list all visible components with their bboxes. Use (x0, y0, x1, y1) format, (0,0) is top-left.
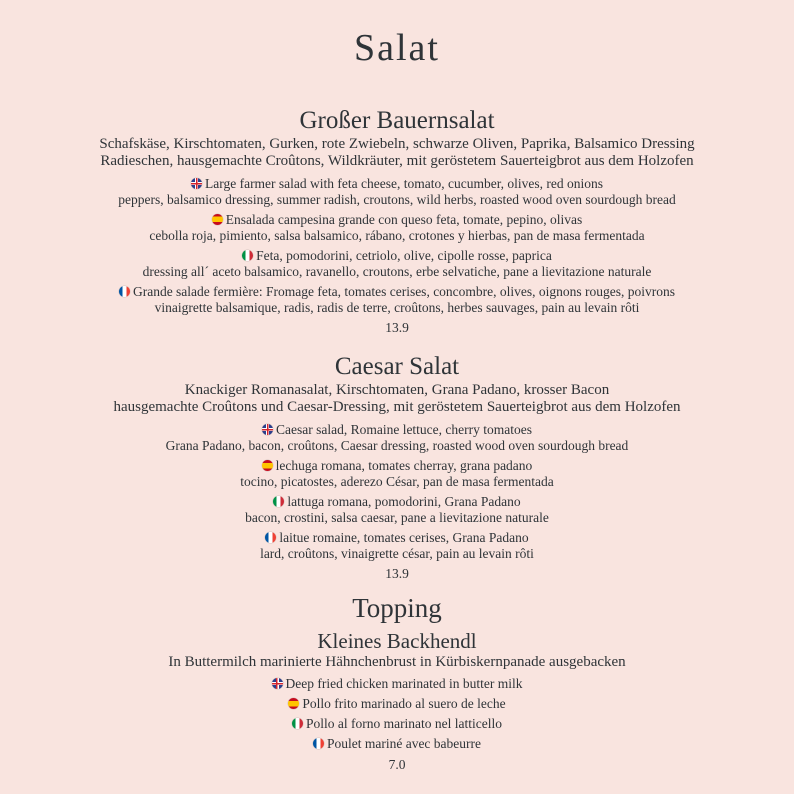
uk-flag-icon (272, 678, 283, 689)
dish-description-de: Radieschen, hausgemachte Croûtons, Wildkräuter, mit geröstetem Sauerteigbrot aus dem Holzofen (100, 153, 694, 169)
translation-es: lechuga romana, tomates cherray, grana padano (0, 458, 794, 474)
france-flag-icon (119, 286, 130, 297)
dish-price: 7.0 (388, 757, 406, 772)
section-title: Topping (352, 593, 442, 623)
topping-section (0, 592, 794, 776)
translation-en: Caesar salad, Romaine lettuce, cherry tomatoes (0, 422, 794, 438)
dish-grosser-bauernsalat (0, 106, 794, 336)
dish-description-de: hausgemachte Croûtons und Caesar-Dressing, mit geröstetem Sauerteigbrot aus dem Holzofen (113, 399, 681, 415)
italy-flag-icon (273, 496, 284, 507)
translation-es: Ensalada campesina grande con queso feta, tomate, pepino, olivas (0, 212, 794, 228)
dish-title: Großer Bauernsalat (299, 107, 495, 134)
italy-flag-icon (292, 718, 303, 729)
uk-flag-icon (262, 424, 273, 435)
dish-description-de: In Buttermilch marinierte Hähnchenbrust in Kürbiskernpanade ausgebacken (168, 654, 626, 670)
translation-it: lattuga romana, pomodorini, Grana Padano (0, 494, 794, 510)
translation-it: bacon, crostini, salsa caesar, pane a lievitazione naturale (245, 509, 549, 525)
translation-fr: laitue romaine, tomates cerises, Grana Padano (0, 530, 794, 546)
france-flag-icon (313, 738, 324, 749)
dish-title: Caesar Salat (334, 353, 460, 380)
translation-es: Pollo frito marinado al suero de leche (0, 694, 794, 714)
spain-flag-icon (262, 460, 273, 471)
dish-price: 13.9 (385, 566, 409, 581)
uk-flag-icon (191, 178, 202, 189)
translation-fr: vinaigrette balsamique, radis, radis de terre, croûtons, herbes sauvages, pain au levain rôti (154, 299, 640, 315)
spain-flag-icon (288, 698, 299, 709)
translation-en: peppers, balsamico dressing, summer radish, croutons, wild herbs, roasted wood oven sourdough bread (118, 191, 676, 207)
translation-it: Pollo al forno marinato nel latticello (0, 714, 794, 734)
translation-fr: lard, croûtons, vinaigrette césar, pain au levain rôti (260, 545, 534, 561)
translation-it: dressing all´ aceto balsamico, ravanello, croutons, erbe selvatiche, pane a lievitazione naturale (142, 263, 652, 279)
translation-fr: Poulet mariné avec babeurre (0, 734, 794, 754)
dish-price: 13.9 (385, 320, 409, 335)
spain-flag-icon (212, 214, 223, 225)
translation-en: Grana Padano, bacon, croûtons, Caesar dressing, roasted wood oven sourdough bread (165, 437, 629, 453)
translation-en: Large farmer salad with feta cheese, tomato, cucumber, olives, red onions (0, 176, 794, 192)
translation-es: cebolla roja, pimiento, salsa balsamico, rábano, crotones y hierbas, pan de masa fermentada (149, 227, 645, 243)
dish-title: Kleines Backhendl (317, 629, 477, 653)
dish-description-de: Knackiger Romanasalat, Kirschtomaten, Grana Padano, krosser Bacon (184, 382, 610, 398)
translation-fr: Grande salade fermière: Fromage feta, tomates cerises, concombre, olives, oignons rouges, poivrons (0, 284, 794, 300)
translation-es: tocino, picatostes, aderezo César, pan de masa fermentada (240, 473, 554, 489)
dish-caesar-salat (0, 352, 794, 582)
translation-it: Feta, pomodorini, cetriolo, olive, cipolle rosse, paprica (0, 248, 794, 264)
italy-flag-icon (242, 250, 253, 261)
translation-en: Deep fried chicken marinated in butter milk (0, 674, 794, 694)
page-title: Salat (354, 27, 440, 69)
dish-description-de: Schafskäse, Kirschtomaten, Gurken, rote Zwiebeln, schwarze Oliven, Paprika, Balsamico Dressing (99, 136, 695, 152)
france-flag-icon (265, 532, 276, 543)
